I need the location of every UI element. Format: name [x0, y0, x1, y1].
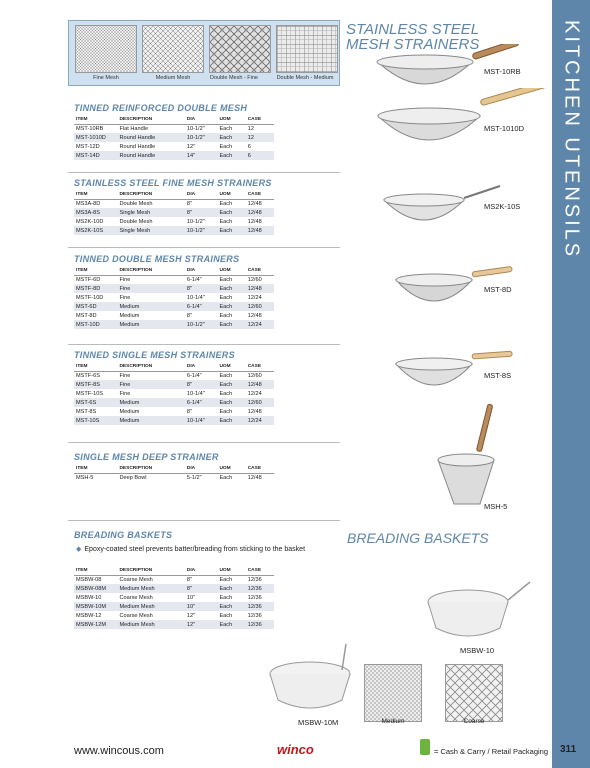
table-row: [74, 611, 274, 620]
table-row: [74, 151, 274, 160]
cell-uom: Each: [219, 294, 233, 301]
side-tab: [552, 0, 590, 768]
col-item: ITEM: [74, 191, 117, 199]
col-description: DESCRIPTION: [117, 116, 184, 124]
table-row: [74, 473, 274, 482]
divider: [68, 344, 340, 345]
table-row: [74, 133, 274, 142]
cell-uom: Each: [219, 408, 233, 415]
cell-description: Fine: [119, 276, 131, 283]
col-dia: DIA: [185, 267, 218, 275]
table-row: [74, 407, 274, 416]
cell-uom: Each: [217, 398, 245, 407]
cell-item: MSTF-6D: [76, 276, 101, 283]
cell-uom: Each: [219, 125, 233, 132]
cell-description: Double Mesh: [119, 200, 153, 207]
section-deep-strainer: [74, 452, 284, 482]
cell-dia: 12": [186, 612, 196, 619]
cell-case: 12/48: [246, 380, 274, 389]
cell-case: 12/48: [247, 200, 262, 207]
spec-table: [74, 567, 274, 629]
cell-description: Medium: [117, 398, 184, 407]
table-row: [74, 398, 274, 407]
cell-case: 12/60: [247, 276, 262, 283]
product-label: MST-10RB: [484, 67, 521, 76]
cell-item: MST-6S: [74, 398, 117, 407]
cell-item: MST-6D: [74, 302, 117, 311]
cell-dia: 6-1/4": [186, 276, 202, 283]
section-breading: [74, 530, 284, 543]
section-title: SINGLE MESH DEEP STRAINER: [74, 452, 219, 462]
cell-description: Medium Mesh: [117, 620, 184, 629]
table-row: [74, 284, 274, 293]
page-title-line2: MESH STRAINERS: [346, 36, 480, 53]
cell-description: Coarse Mesh: [119, 576, 153, 583]
cell-case: 12/48: [247, 312, 262, 319]
table-header-row: [74, 267, 274, 275]
table-row: [74, 389, 274, 398]
cell-uom: Each: [219, 576, 233, 583]
col-dia: DIA: [185, 191, 218, 199]
cell-uom: Each: [219, 218, 233, 225]
cell-dia: 10-1/2": [186, 125, 205, 132]
table-row: [74, 575, 274, 584]
table-row: [74, 416, 274, 425]
cell-uom: Each: [219, 474, 233, 481]
swatch-label: Double Mesh - Medium: [276, 75, 334, 81]
cell-uom: Each: [217, 208, 245, 217]
col-case: CASE: [246, 363, 274, 371]
winco-logo: winco: [277, 742, 314, 757]
cell-case: 12/36: [247, 576, 262, 583]
cell-case: 12/36: [246, 620, 274, 629]
table-row: [74, 593, 274, 602]
col-description: DESCRIPTION: [117, 363, 184, 371]
cell-item: MST-8S: [76, 408, 97, 415]
col-uom: UOM: [217, 567, 245, 575]
cell-description: Coarse Mesh: [119, 594, 153, 601]
cash-carry-note: = Cash & Carry / Retail Packaging: [434, 747, 549, 756]
table-header-row: [74, 567, 274, 575]
cell-item: MSBW-08M: [74, 584, 117, 593]
cell-item: MST-10RB: [76, 125, 104, 132]
cell-description: Deep Bowl: [119, 474, 147, 481]
divider: [68, 247, 340, 248]
cell-description: Round Handle: [117, 151, 184, 160]
section-title: TINNED REINFORCED DOUBLE MESH: [74, 103, 248, 113]
table-header-row: [74, 191, 274, 199]
cell-item: MSH-5: [76, 474, 94, 481]
cell-case: 12/36: [247, 594, 262, 601]
cell-description: Medium: [117, 302, 184, 311]
cell-description: Medium: [117, 416, 184, 425]
cell-dia: 8": [185, 584, 218, 593]
cell-description: Fine: [119, 372, 131, 379]
cell-item: MSBW-08: [76, 576, 102, 583]
cell-uom: Each: [217, 584, 245, 593]
table-row: [74, 302, 274, 311]
col-uom: UOM: [217, 267, 245, 275]
cell-item: MSTF-8S: [74, 380, 117, 389]
cell-item: MS3A-8S: [74, 208, 117, 217]
table-row: [74, 124, 274, 133]
cell-item: MSBW-12: [76, 612, 102, 619]
table-row: [74, 199, 274, 208]
cell-description: Medium: [119, 408, 140, 415]
table-row: [74, 620, 274, 629]
cell-dia: 8": [186, 576, 192, 583]
medium-mesh-swatch: [142, 25, 204, 73]
table-row: [74, 142, 274, 151]
cell-uom: Each: [217, 151, 245, 160]
table-row: [74, 584, 274, 593]
col-item: ITEM: [74, 116, 117, 124]
cell-case: 12/48: [247, 408, 262, 415]
col-description: DESCRIPTION: [117, 267, 184, 275]
cell-item: MST-14D: [74, 151, 117, 160]
cell-item: MST-10S: [74, 416, 117, 425]
divider: [68, 520, 340, 521]
cell-uom: Each: [219, 143, 233, 150]
col-uom: UOM: [217, 191, 245, 199]
cell-item: MSBW-10: [76, 594, 102, 601]
table-row: [74, 293, 274, 302]
cell-item: MSBW-12M: [74, 620, 117, 629]
cell-item: MST-12D: [76, 143, 100, 150]
cell-dia: 5-1/2": [186, 474, 202, 481]
col-dia: DIA: [185, 116, 218, 124]
cell-item: MST-1010D: [74, 133, 117, 142]
table-row: [74, 311, 274, 320]
swatch-label: Fine Mesh: [93, 75, 119, 81]
cell-dia: 14": [185, 151, 218, 160]
cell-description: Medium Mesh: [117, 602, 184, 611]
cell-dia: 8": [185, 208, 218, 217]
cell-dia: 8": [185, 380, 218, 389]
cell-dia: 6-1/4": [185, 398, 218, 407]
cell-dia: 6-1/4": [185, 302, 218, 311]
breading-bullet: [76, 545, 316, 554]
col-case: CASE: [246, 567, 274, 575]
cell-case: 12/36: [247, 612, 262, 619]
divider: [68, 442, 340, 443]
cash-carry-bag-icon: [420, 739, 430, 755]
strainer-mst-1010d-image: [374, 88, 554, 168]
cell-description: Double Mesh: [119, 218, 153, 225]
cell-uom: Each: [217, 602, 245, 611]
section-tinned-single: [74, 350, 284, 425]
strainer-ms2k-10s-image: [376, 180, 516, 242]
bullet-icon: ◆: [76, 546, 82, 553]
cell-dia: 10-1/4": [186, 390, 205, 397]
cell-item: MST-10D: [74, 320, 117, 329]
cell-dia: 10-1/4": [185, 416, 218, 425]
spec-table: [74, 267, 274, 329]
cell-case: 12: [246, 133, 274, 142]
cell-dia: 10-1/2": [185, 226, 218, 235]
bullet-text: Epoxy-coated steel prevents batter/breading from sticking to the basket: [84, 546, 306, 553]
fine-mesh-swatch: [75, 25, 137, 73]
cell-case: 12/60: [246, 398, 274, 407]
cell-dia: 10": [186, 594, 196, 601]
cell-description: Flat Handle: [119, 125, 149, 132]
breading-title: BREADING BASKETS: [347, 530, 489, 546]
cell-case: 6: [246, 151, 274, 160]
cell-case: 6: [247, 143, 251, 150]
table-header-row: [74, 116, 274, 124]
cell-dia: 8": [186, 312, 192, 319]
basket-msbw-10m-image: [266, 640, 376, 720]
spec-table: [74, 116, 274, 160]
table-row: [74, 208, 274, 217]
cell-case: 12/36: [246, 584, 274, 593]
col-case: CASE: [246, 465, 274, 473]
cell-case: 12/36: [246, 602, 274, 611]
cell-description: Medium Mesh: [117, 584, 184, 593]
table-row: [74, 226, 274, 235]
double-medium-mesh-swatch: [276, 25, 338, 73]
col-item: ITEM: [74, 567, 117, 575]
spec-table: [74, 363, 274, 425]
cell-uom: Each: [219, 612, 233, 619]
col-item: ITEM: [74, 465, 117, 473]
cell-description: Fine: [117, 380, 184, 389]
footer-url[interactable]: www.wincous.com: [74, 745, 164, 757]
cell-description: Fine: [119, 294, 131, 301]
divider: [68, 172, 340, 173]
cell-description: Single Mesh: [117, 208, 184, 217]
product-label: MST-8S: [484, 371, 512, 380]
cell-uom: Each: [219, 276, 233, 283]
section-title: TINNED DOUBLE MESH STRAINERS: [74, 254, 240, 264]
col-case: CASE: [246, 116, 274, 124]
table-row: [74, 602, 274, 611]
cell-case: 12/48: [246, 208, 274, 217]
product-label: MSBW-10: [460, 646, 495, 655]
cell-dia: 10-1/2": [185, 133, 218, 142]
medium-mesh-sample: [364, 664, 422, 722]
cell-case: 12/60: [246, 302, 274, 311]
cell-dia: 8": [185, 284, 218, 293]
cell-uom: Each: [219, 390, 233, 397]
cell-description: Fine: [117, 284, 184, 293]
col-item: ITEM: [74, 363, 117, 371]
cell-dia: 6-1/4": [186, 372, 202, 379]
cell-case: 12/24: [246, 320, 274, 329]
table-row: [74, 320, 274, 329]
table-row: [74, 275, 274, 284]
page-number: 311: [560, 744, 577, 755]
spec-table: [74, 191, 274, 235]
product-label: MSH-5: [484, 502, 508, 511]
cell-dia: 10-1/4": [186, 294, 205, 301]
cell-case: 12/24: [247, 390, 262, 397]
cell-uom: Each: [217, 320, 245, 329]
cell-case: 12: [247, 125, 254, 132]
table-row: [74, 371, 274, 380]
cell-item: MS2K-10S: [74, 226, 117, 235]
cell-case: 12/48: [246, 226, 274, 235]
cell-uom: Each: [217, 284, 245, 293]
cell-case: 12/48: [247, 474, 262, 481]
medium-mesh-label: Medium: [381, 718, 405, 725]
cell-uom: Each: [217, 226, 245, 235]
cell-item: MSTF-6S: [76, 372, 100, 379]
cell-description: Coarse Mesh: [119, 612, 153, 619]
cell-item: MSTF-10S: [76, 390, 104, 397]
cell-item: MSTF-8D: [74, 284, 117, 293]
cell-uom: Each: [219, 312, 233, 319]
cell-uom: Each: [219, 372, 233, 379]
cell-uom: Each: [217, 302, 245, 311]
section-tinned-reinforced: [74, 103, 284, 160]
cell-uom: Each: [217, 416, 245, 425]
col-description: DESCRIPTION: [117, 567, 184, 575]
cell-case: 12/48: [247, 218, 262, 225]
basket-msbw-10-image: [424, 578, 534, 648]
col-description: DESCRIPTION: [117, 465, 184, 473]
cell-uom: Each: [219, 200, 233, 207]
col-dia: DIA: [185, 363, 218, 371]
cell-uom: Each: [217, 620, 245, 629]
strainer-mst-8d-image: [392, 266, 522, 322]
spec-table: [74, 465, 274, 482]
product-label: MST-8D: [484, 285, 512, 294]
section-tinned-double: [74, 254, 284, 329]
cell-dia: 12": [186, 143, 196, 150]
col-dia: DIA: [185, 567, 218, 575]
col-uom: UOM: [217, 116, 245, 124]
cell-description: Single Mesh: [117, 226, 184, 235]
col-case: CASE: [246, 267, 274, 275]
section-title: TINNED SINGLE MESH STRAINERS: [74, 350, 235, 360]
table-row: [74, 217, 274, 226]
col-dia: DIA: [185, 465, 218, 473]
cell-description: Round Handle: [119, 143, 156, 150]
cell-uom: Each: [217, 133, 245, 142]
cell-description: Medium: [119, 312, 140, 319]
cell-case: 12/60: [247, 372, 262, 379]
page-title-line1: STAINLESS STEEL: [346, 21, 480, 38]
cell-description: Fine: [119, 390, 131, 397]
cell-dia: 8": [186, 408, 192, 415]
cell-dia: 10-1/2": [186, 218, 205, 225]
cell-item: MS2K-10D: [76, 218, 104, 225]
section-fine-mesh: [74, 178, 284, 235]
cell-item: MSBW-10M: [74, 602, 117, 611]
table-header-row: [74, 363, 274, 371]
cell-item: MS3A-8D: [76, 200, 101, 207]
cell-case: 12/24: [246, 416, 274, 425]
cell-item: MST-8D: [76, 312, 97, 319]
cell-description: Medium: [117, 320, 184, 329]
section-breading-table: [74, 567, 284, 629]
swatch-label: Medium Mesh: [155, 75, 191, 81]
cell-uom: Each: [219, 594, 233, 601]
table-row: [74, 380, 274, 389]
swatch-label: Double Mesh - Fine: [210, 75, 258, 81]
section-title: BREADING BASKETS: [74, 530, 173, 540]
cell-case: 12/24: [247, 294, 262, 301]
cell-dia: 10-1/2": [185, 320, 218, 329]
col-case: CASE: [246, 191, 274, 199]
side-tab-text: KITCHEN UTENSILS: [560, 20, 583, 260]
cell-uom: Each: [217, 380, 245, 389]
cell-dia: 12": [185, 620, 218, 629]
coarse-mesh-sample: [445, 664, 503, 722]
col-uom: UOM: [217, 465, 245, 473]
cell-dia: 10": [185, 602, 218, 611]
col-uom: UOM: [217, 363, 245, 371]
product-label: MSBW-10M: [298, 718, 339, 727]
double-fine-mesh-swatch: [209, 25, 271, 73]
cell-description: Round Handle: [117, 133, 184, 142]
section-title: STAINLESS STEEL FINE MESH STRAINERS: [74, 178, 272, 188]
cell-case: 12/48: [246, 284, 274, 293]
table-header-row: [74, 465, 274, 473]
cell-dia: 8": [186, 200, 192, 207]
col-item: ITEM: [74, 267, 117, 275]
col-description: DESCRIPTION: [117, 191, 184, 199]
product-label: MST-1010D: [484, 124, 525, 133]
cell-item: MSTF-10D: [76, 294, 104, 301]
mesh-swatch-strip: [68, 20, 340, 86]
product-label: MS2K-10S: [484, 202, 521, 211]
coarse-mesh-label: Coarse: [463, 718, 485, 725]
